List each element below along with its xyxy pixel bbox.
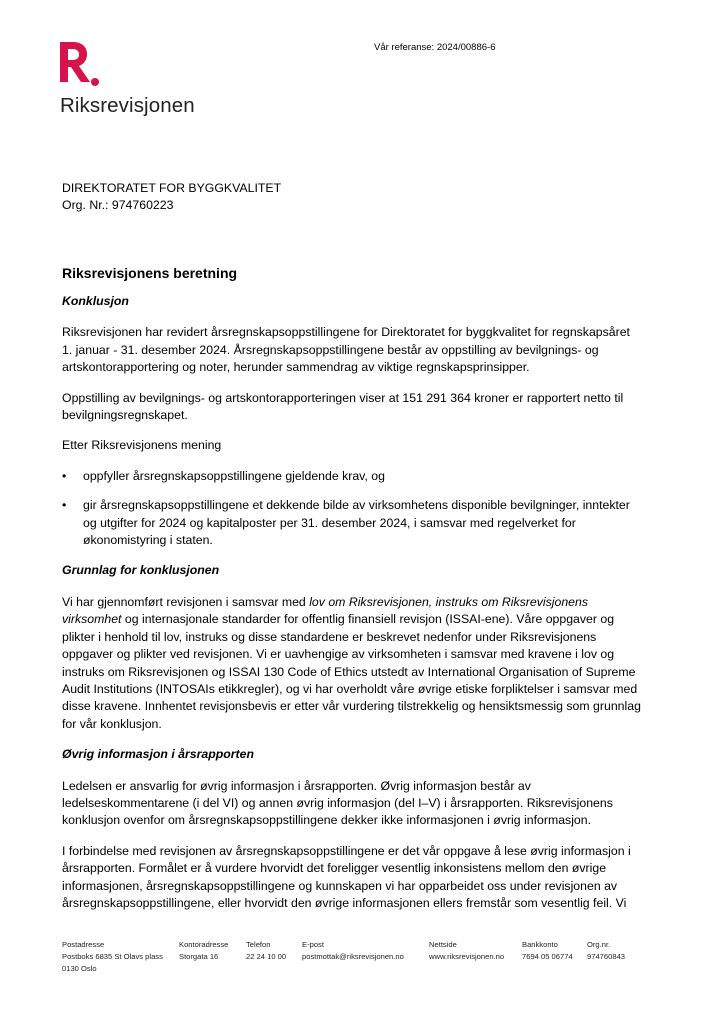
- logo-wordmark: Riksrevisjonen: [60, 94, 195, 117]
- footer-kontoradresse: [179, 939, 228, 963]
- list-item: [62, 497, 642, 549]
- footer-postadresse: [62, 939, 163, 975]
- addressee-org-nr: Org. Nr.: 974760223: [62, 198, 174, 212]
- list-item-text: oppfyller årsregnskapsoppstillingene gjeldende krav, og: [83, 468, 385, 483]
- reference-number: Vår referanse: 2024/00886-6: [374, 42, 496, 53]
- footer-value: Postboks 6835 St Olavs plass: [62, 952, 163, 961]
- list-item: [62, 468, 642, 485]
- footer-bankkonto: [522, 939, 573, 963]
- footer-label: E-post: [302, 940, 324, 949]
- bullet-marker: •: [62, 498, 67, 513]
- section-heading-konklusjon: Konklusjon: [62, 294, 129, 308]
- footer-email-link[interactable]: postmottak@riksrevisjonen.no: [302, 952, 404, 961]
- addressee-name: DIREKTORATET FOR BYGGKVALITET: [62, 181, 282, 195]
- footer-value: 7694 05 06774: [522, 952, 573, 961]
- list-item-text: gir årsregnskapsoppstillingene et dekkende bilde av virksomhetens disponible bevilgninger, inntekter og utgifter for 2024 og kapitalposter per 31. desember 2024, i samsvar med regelverket for økonomistyring i staten.: [83, 498, 630, 548]
- footer-telefon: [246, 939, 286, 963]
- footer-label: Telefon: [246, 940, 271, 949]
- footer-value: 22 24 10 00: [246, 952, 287, 961]
- report-title: Riksrevisjonens beretning: [62, 265, 238, 281]
- footer-orgnr: [587, 939, 625, 963]
- italic-law-reference: lov om Riksrevisjonen, instruks om Riksrevisjonens virksomhet: [62, 594, 589, 627]
- footer-value: 974760843: [587, 952, 626, 961]
- footer-label: Nettside: [429, 940, 457, 949]
- footer-nettside: [429, 939, 504, 963]
- paragraph: [62, 594, 642, 733]
- footer-label: Org.nr.: [587, 940, 611, 949]
- footer-label: Postadresse: [62, 940, 105, 949]
- bullet-marker: •: [62, 468, 67, 483]
- paragraph: Etter Riksrevisjonens mening: [62, 438, 222, 453]
- riksrevisjonen-logo-icon: [60, 42, 100, 88]
- footer-value: Storgata 16: [179, 952, 219, 961]
- paragraph: Riksrevisjonen har revidert årsregnskapsoppstillingene for Direktoratet for byggkvalitet for regnskapsåret 1. januar - 31. desember 2024. Årsregnskapsoppstillingene består av oppstilling av bevilgnings- og artskontorapportering og noter, herunder sammendrag av viktige regnskapsprinsipper.: [62, 325, 630, 375]
- footer-label: Kontoradresse: [179, 940, 229, 949]
- footer-website-link[interactable]: www.riksrevisjonen.no: [429, 952, 505, 961]
- footer-epost: [302, 939, 404, 963]
- report-body: [62, 264, 642, 925]
- section-heading-grunnlag: Grunnlag for konklusjonen: [62, 563, 220, 578]
- paragraph: I forbindelse med revisjonen av årsregnskapsoppstillingene er det vår oppgave å lese øvrig informasjon i årsrapporten. Formålet er å vurdere hvorvidt det foreligger vesentlig inkonsistens mellom den øvrige informasjonen, årsregnskapsoppstillingene og kunnskapen vi har opparbeidet oss under revisjonen av årsregnskapsoppstillingene, eller hvorvidt den øvrige informasjonen ellers fremstår som vesentlig feil. Vi: [62, 843, 631, 910]
- addressee-block: [62, 180, 281, 214]
- text-span: og internasjonale standarder for offentlig finansiell revisjon (ISSAI-ene). Våre oppgaver og plikter i henhold til lov, instruks og disse standardene er beskrevet nedenfor under Riksrevisjonens oppgaver og plikter ved revisjonen. Vi er uavhengige av virksomheten i samsvar med kravene i lov og instruks om Riksrevisjonen og ISSAI 130 Code of Ethics utstedt av International Organisation of Supreme Audit Institutions (INTOSAIs etikkregler), og vi har overholdt våre øvrige etiske forpliktelser i samsvar med disse kravene. Innhentet revisjonsbevis er etter vår vurdering tilstrekkelig og hensiktsmessig som grunnlag for vår konklusjon.: [62, 612, 641, 731]
- text-span: Vi har gjennomført revisjonen i samsvar med: [62, 594, 310, 609]
- section-heading-ovrig-informasjon: Øvrig informasjon i årsrapporten: [62, 747, 255, 762]
- bullet-list: [62, 468, 642, 550]
- footer-value: 0130 Oslo: [62, 964, 97, 973]
- paragraph: Oppstilling av bevilgnings- og artskontorapporteringen viser at 151 291 364 kroner er rapportert netto til bevilgningsregnskapet.: [62, 390, 624, 423]
- paragraph: Ledelsen er ansvarlig for øvrig informasjon i årsrapporten. Øvrig informasjon består av ledelseskommentarene (i del VI) og annen øvrig informasjon (del I–V) i årsrapporten. Riksrevisjonens konklusjon ovenfor om årsregnskapsoppstillingene dekker ikke informasjonen i øvrig informasjon.: [62, 778, 613, 828]
- footer-label: Bankkonto: [522, 940, 558, 949]
